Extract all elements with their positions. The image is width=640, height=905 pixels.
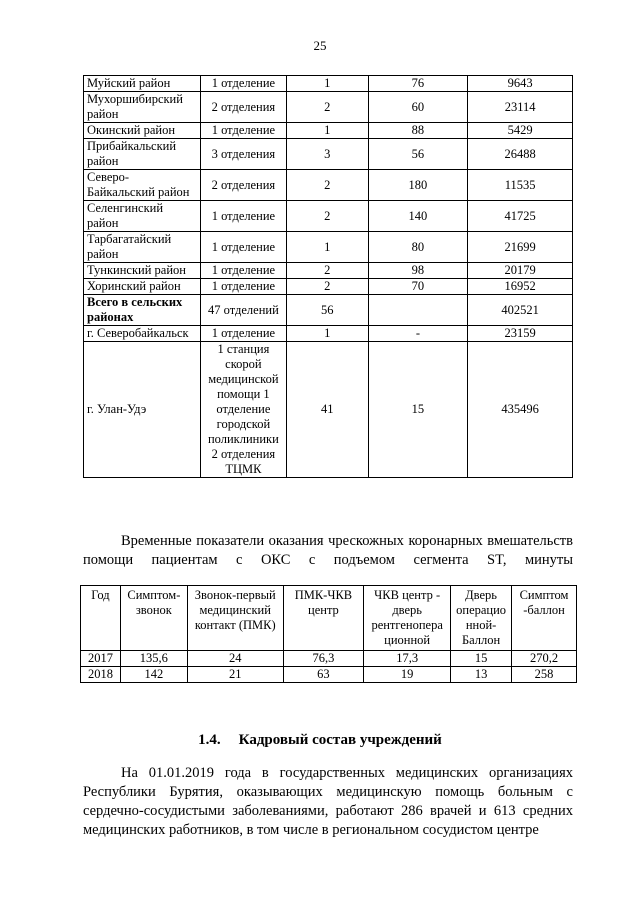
value-cell: 15 <box>451 651 512 667</box>
units-cell: 1 отделение <box>200 263 286 279</box>
value-cell: 56 <box>368 139 468 170</box>
column-header: Симптом-звонок <box>120 586 187 651</box>
value-cell: 270,2 <box>512 651 577 667</box>
district-cell: Всего в сельских районах <box>84 295 201 326</box>
count-cell: 3 <box>286 139 368 170</box>
year-cell: 2017 <box>81 651 121 667</box>
district-cell: Хоринский район <box>84 279 201 295</box>
table-row <box>84 279 573 295</box>
units-cell: 1 станция скорой медицинской помощи 1 отделение городской поликлиники 2 отделения ТЦМК <box>200 342 286 478</box>
column-header: ЧКВ центр - дверь рентгенопера ционной <box>364 586 451 651</box>
table-caption: Временные показатели оказания чрескожных коронарных вмешательств помощи пациентам с ОКС с подъемом сегмента ST, минуты <box>83 533 573 568</box>
table-row <box>81 667 577 683</box>
count-cell: 56 <box>286 295 368 326</box>
count-cell: 1 <box>286 326 368 342</box>
units-cell: 1 отделение <box>200 201 286 232</box>
column-header: Год <box>81 586 121 651</box>
table-row <box>81 651 577 667</box>
population-cell: 435496 <box>468 342 573 478</box>
table-header-row <box>81 586 577 651</box>
value-cell: 180 <box>368 170 468 201</box>
district-cell: Прибайкальский район <box>84 139 201 170</box>
population-cell: 23114 <box>468 92 573 123</box>
district-units-table <box>83 75 573 478</box>
value-cell: 76 <box>368 76 468 92</box>
table-row <box>84 263 573 279</box>
value-cell: 17,3 <box>364 651 451 667</box>
value-cell: 19 <box>364 667 451 683</box>
year-cell: 2018 <box>81 667 121 683</box>
population-cell: 41725 <box>468 201 573 232</box>
column-header: Симптом -баллон <box>512 586 577 651</box>
population-cell: 11535 <box>468 170 573 201</box>
section-title: Кадровый состав учреждений <box>238 732 442 748</box>
population-cell: 23159 <box>468 326 573 342</box>
value-cell: 258 <box>512 667 577 683</box>
population-cell: 5429 <box>468 123 573 139</box>
units-cell: 1 отделение <box>200 326 286 342</box>
column-header: Звонок-первый медицинский контакт (ПМК) <box>187 586 283 651</box>
district-cell: Мухоршибирский район <box>84 92 201 123</box>
body-paragraph: На 01.01.2019 года в государственных медицинских организациях Республики Бурятия, оказывающих медицинскую помощь больным с сердечно-сосудистыми заболеваниями, работают 286 врачей и 613 средних медицинских работников, в том числе в региональном сосудистом центре <box>83 765 573 838</box>
district-cell: г. Улан-Удэ <box>84 342 201 478</box>
units-cell: 3 отделения <box>200 139 286 170</box>
value-cell: 15 <box>368 342 468 478</box>
value-cell: 76,3 <box>283 651 364 667</box>
value-cell: 13 <box>451 667 512 683</box>
units-cell: 1 отделение <box>200 279 286 295</box>
column-header: ПМК-ЧКВ центр <box>283 586 364 651</box>
district-cell: Тарбагатайский район <box>84 232 201 263</box>
table-row-total <box>84 295 573 326</box>
value-cell: 60 <box>368 92 468 123</box>
value-cell: 21 <box>187 667 283 683</box>
value-cell: - <box>368 326 468 342</box>
value-cell: 24 <box>187 651 283 667</box>
population-cell: 21699 <box>468 232 573 263</box>
value-cell: 70 <box>368 279 468 295</box>
district-cell: Окинский район <box>84 123 201 139</box>
district-cell: г. Северобайкальск <box>84 326 201 342</box>
count-cell: 2 <box>286 201 368 232</box>
value-cell: 63 <box>283 667 364 683</box>
value-cell: 140 <box>368 201 468 232</box>
page-number: 25 <box>313 38 327 53</box>
count-cell: 1 <box>286 123 368 139</box>
population-cell: 26488 <box>468 139 573 170</box>
district-cell: Северо-Байкальский район <box>84 170 201 201</box>
value-cell: 142 <box>120 667 187 683</box>
section-number: 1.4. <box>198 732 221 748</box>
table-row <box>84 232 573 263</box>
table-row <box>84 123 573 139</box>
district-cell: Тункинский район <box>84 263 201 279</box>
units-cell: 2 отделения <box>200 92 286 123</box>
value-cell: 98 <box>368 263 468 279</box>
count-cell: 41 <box>286 342 368 478</box>
table-row <box>84 139 573 170</box>
count-cell: 2 <box>286 170 368 201</box>
table-row <box>84 326 573 342</box>
table-row <box>84 92 573 123</box>
section-heading <box>0 732 640 749</box>
units-cell: 1 отделение <box>200 76 286 92</box>
count-cell: 2 <box>286 263 368 279</box>
district-cell: Селенгинский район <box>84 201 201 232</box>
value-cell: 88 <box>368 123 468 139</box>
value-cell: 135,6 <box>120 651 187 667</box>
count-cell: 2 <box>286 279 368 295</box>
count-cell: 1 <box>286 76 368 92</box>
column-header: Дверь операцио нной-Баллон <box>451 586 512 651</box>
count-cell: 1 <box>286 232 368 263</box>
population-cell: 402521 <box>468 295 573 326</box>
table-row <box>84 201 573 232</box>
units-cell: 47 отделений <box>200 295 286 326</box>
table-row <box>84 76 573 92</box>
table-row <box>84 342 573 478</box>
units-cell: 1 отделение <box>200 123 286 139</box>
units-cell: 1 отделение <box>200 232 286 263</box>
pci-timing-table <box>80 585 577 683</box>
population-cell: 16952 <box>468 279 573 295</box>
table-row <box>84 170 573 201</box>
units-cell: 2 отделения <box>200 170 286 201</box>
population-cell: 20179 <box>468 263 573 279</box>
value-cell <box>368 295 468 326</box>
district-cell: Муйский район <box>84 76 201 92</box>
value-cell: 80 <box>368 232 468 263</box>
population-cell: 9643 <box>468 76 573 92</box>
count-cell: 2 <box>286 92 368 123</box>
